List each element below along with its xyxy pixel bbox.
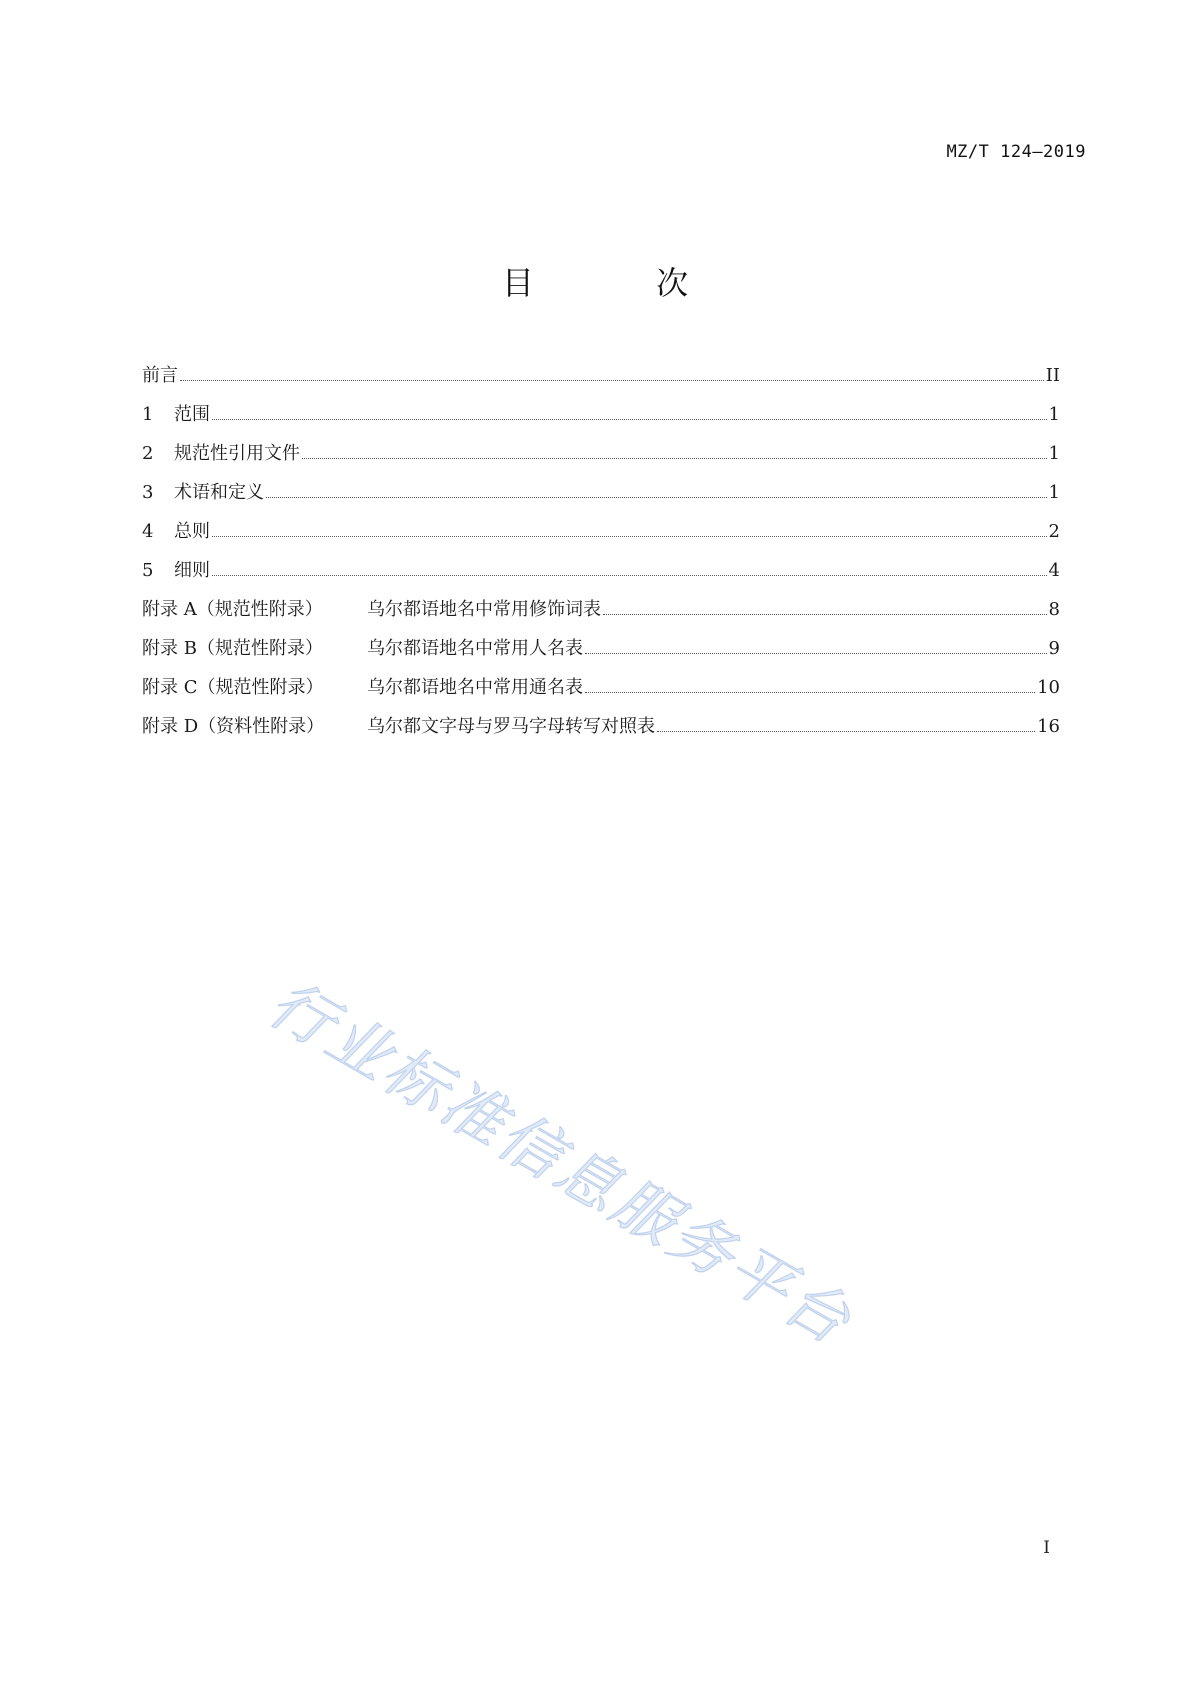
watermark: 行业标准信息服务平台 <box>257 966 866 1360</box>
toc-entry-general[interactable] <box>142 512 1060 551</box>
leader-dots <box>302 457 1047 459</box>
toc-entry-label: 规范性引用文件 <box>174 443 300 464</box>
toc-entry-number: 1 <box>142 404 154 425</box>
leader-dots <box>212 535 1047 537</box>
toc-entry-label: 乌尔都语地名中常用通名表 <box>367 677 583 698</box>
toc-entry-page: II <box>1045 365 1060 386</box>
toc-entry-page: 9 <box>1048 638 1060 659</box>
leader-dots <box>266 496 1047 498</box>
toc-title: 目 次 <box>501 264 745 302</box>
toc-entry-appendix-d[interactable] <box>142 707 1060 746</box>
toc-entry-label: 乌尔都语地名中常用人名表 <box>367 638 583 659</box>
toc-entry-page: 10 <box>1037 677 1060 698</box>
toc-entry-label: 术语和定义 <box>174 482 264 503</box>
toc-entry-appendix-c[interactable] <box>142 668 1060 707</box>
page-number: I <box>1043 1538 1050 1558</box>
toc-entry-page: 2 <box>1048 521 1060 542</box>
leader-dots <box>180 379 1044 381</box>
toc-entry-label: 范围 <box>174 404 210 425</box>
toc-entry-terms[interactable] <box>142 473 1060 512</box>
toc-entry-page: 4 <box>1048 560 1060 581</box>
toc-entry-label: 总则 <box>174 521 210 542</box>
toc-entry-page: 16 <box>1037 716 1060 737</box>
toc-entry-appendix-a[interactable] <box>142 590 1060 629</box>
toc-entry-page: 1 <box>1048 404 1060 425</box>
leader-dots <box>212 418 1047 420</box>
toc-entry-label: 乌尔都语地名中常用修饰词表 <box>367 599 601 620</box>
leader-dots <box>657 730 1035 732</box>
toc-appendix-prefix: 附录 C（规范性附录） <box>142 677 324 698</box>
toc-entry-label: 乌尔都文字母与罗马字母转写对照表 <box>367 716 655 737</box>
toc-entry-page: 8 <box>1048 599 1060 620</box>
toc-appendix-prefix: 附录 D（资料性附录） <box>142 716 325 737</box>
toc-entry-number: 3 <box>142 482 154 503</box>
toc-entry-label: 前言 <box>142 365 178 386</box>
toc-entry-normative-references[interactable] <box>142 434 1060 473</box>
toc-entry-rules[interactable] <box>142 551 1060 590</box>
toc-entry-page: 1 <box>1048 482 1060 503</box>
toc-entry-number: 4 <box>142 521 154 542</box>
toc-appendix-prefix: 附录 A（规范性附录） <box>142 599 323 620</box>
table-of-contents <box>142 356 1060 746</box>
toc-entry-number: 5 <box>142 560 154 581</box>
toc-entry-number: 2 <box>142 443 154 464</box>
leader-dots <box>603 613 1047 615</box>
toc-entry-scope[interactable] <box>142 395 1060 434</box>
leader-dots <box>585 652 1047 654</box>
toc-entry-appendix-b[interactable] <box>142 629 1060 668</box>
leader-dots <box>585 691 1035 693</box>
toc-entry-label: 细则 <box>174 560 210 581</box>
document-code: MZ/T 124—2019 <box>946 142 1086 162</box>
toc-entry-page: 1 <box>1048 443 1060 464</box>
toc-entry-foreword[interactable] <box>142 356 1060 395</box>
toc-appendix-prefix: 附录 B（规范性附录） <box>142 638 323 659</box>
leader-dots <box>212 574 1047 576</box>
